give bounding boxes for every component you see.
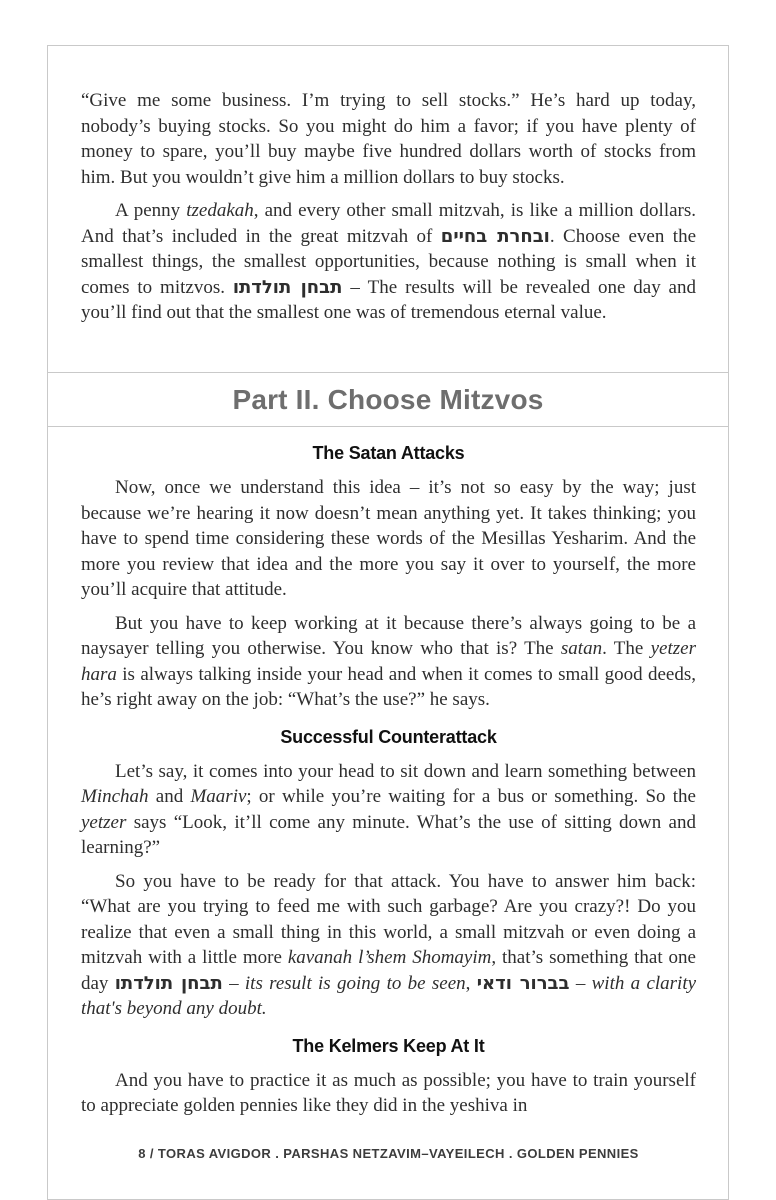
text-run: , and every other small mitzvah, is like a million dollars. And that’s included in the great mitzvah of [81, 200, 696, 247]
body-paragraph [81, 475, 696, 603]
body-paragraph [81, 759, 696, 861]
text-run: . The [602, 638, 651, 659]
text-run: “Give me some business. I’m trying to sell stocks.” He’s hard up today, nobody’s buying stocks. So you might do him a favor; if you have plenty of money to spare, you’ll buy maybe five hundred dollars worth of stocks from him. But you wouldn’t give him a million dollars to buy stocks. [81, 90, 696, 188]
page-footer: 8 / TORAS AVIGDOR . PARSHAS NETZAVIM–VAYEILECH . GOLDEN PENNIES [138, 1145, 639, 1161]
italic-run: Minchah [81, 786, 149, 807]
italic-run: yetzer [81, 811, 127, 833]
text-run: – The results will be revealed one day and you’ll find out that the smallest one was of tremendous eternal value. [81, 276, 696, 323]
italic-run: Maariv [190, 786, 247, 807]
text-run: Let’s say, it comes into your head to sit down and learn something between [115, 760, 696, 782]
section-subheading: Successful Counterattack [280, 726, 497, 747]
italic-run: satan [560, 638, 603, 659]
body-paragraph [81, 869, 696, 1022]
text-run: says “Look, it’ll come any minute. What’s the use of sitting down and learning?” [81, 811, 696, 858]
section-subheading: The Satan Attacks [312, 443, 465, 463]
body-paragraph [81, 1068, 696, 1119]
text-run: ; or while you’re waiting for a bus or something. So the [246, 786, 696, 807]
text-run: . Choose even the smallest things, the smallest opportunities, because nothing is small when it comes to mitzvos. [81, 225, 697, 298]
intro-paragraphs [81, 88, 696, 326]
text-run: – [569, 972, 592, 994]
hebrew-phrase: ובחרת בחיים [440, 225, 550, 247]
part-header-box [47, 372, 729, 427]
text-run: But you have to keep working at it because there’s always going to be a naysayer telling you otherwise. You know who that is? The [81, 612, 696, 659]
main-text-box [47, 426, 729, 1200]
intro-text-box [47, 45, 729, 373]
text-run: So you have to be ready for that attack. You have to answer him back: “What are you trying to feed me with such garbage? Are you crazy?! Do you realize that even a small thing in this world, a small mitzvah or even doing a mitzvah with a little more [81, 870, 696, 968]
section-subheading: The Kelmers Keep At It [292, 1035, 485, 1056]
text-run: is always talking inside your head and when it comes to small good deeds, he’s right away on the job: “What’s the use?” he says. [81, 663, 696, 710]
body-paragraph [81, 611, 696, 713]
text-run: And you have to practice it as much as possible; you have to train yourself to appreciate golden pennies like they did in the yeshiva in [81, 1069, 696, 1116]
italic-run: yetzer hara [81, 638, 696, 685]
body-paragraph [81, 88, 696, 190]
hebrew-phrase: תבחן תולדתו [232, 276, 343, 298]
italic-run: tzedakah [186, 200, 254, 221]
body-paragraph [81, 198, 696, 326]
main-content [81, 443, 696, 1119]
hebrew-phrase: בברור ודאי [476, 972, 570, 994]
text-run: A penny [115, 200, 187, 221]
text-run: – [222, 972, 245, 994]
italic-run: with a clarity that's beyond any doubt. [81, 972, 697, 1019]
text-run: and [148, 786, 191, 807]
italic-run: kavanah l’shem Shomayim [287, 947, 492, 968]
text-run: , [465, 972, 477, 994]
text-run: Now, once we understand this idea – it’s not so easy by the way; just because we’re hearing it now doesn’t mean anything yet. It takes thinking; you have to spend time considering these words of the Mesillas Yesharim. And the more you review that idea and the more you say it over to yourself, the more you’ll acquire that attitude. [81, 477, 696, 600]
part-title: Part II. Choose Mitzvos [232, 383, 544, 415]
text-run: , that’s something that one day [81, 947, 696, 994]
italic-run: its result is going to be seen [244, 972, 466, 994]
hebrew-phrase: תבחן תולדתו [114, 972, 223, 994]
